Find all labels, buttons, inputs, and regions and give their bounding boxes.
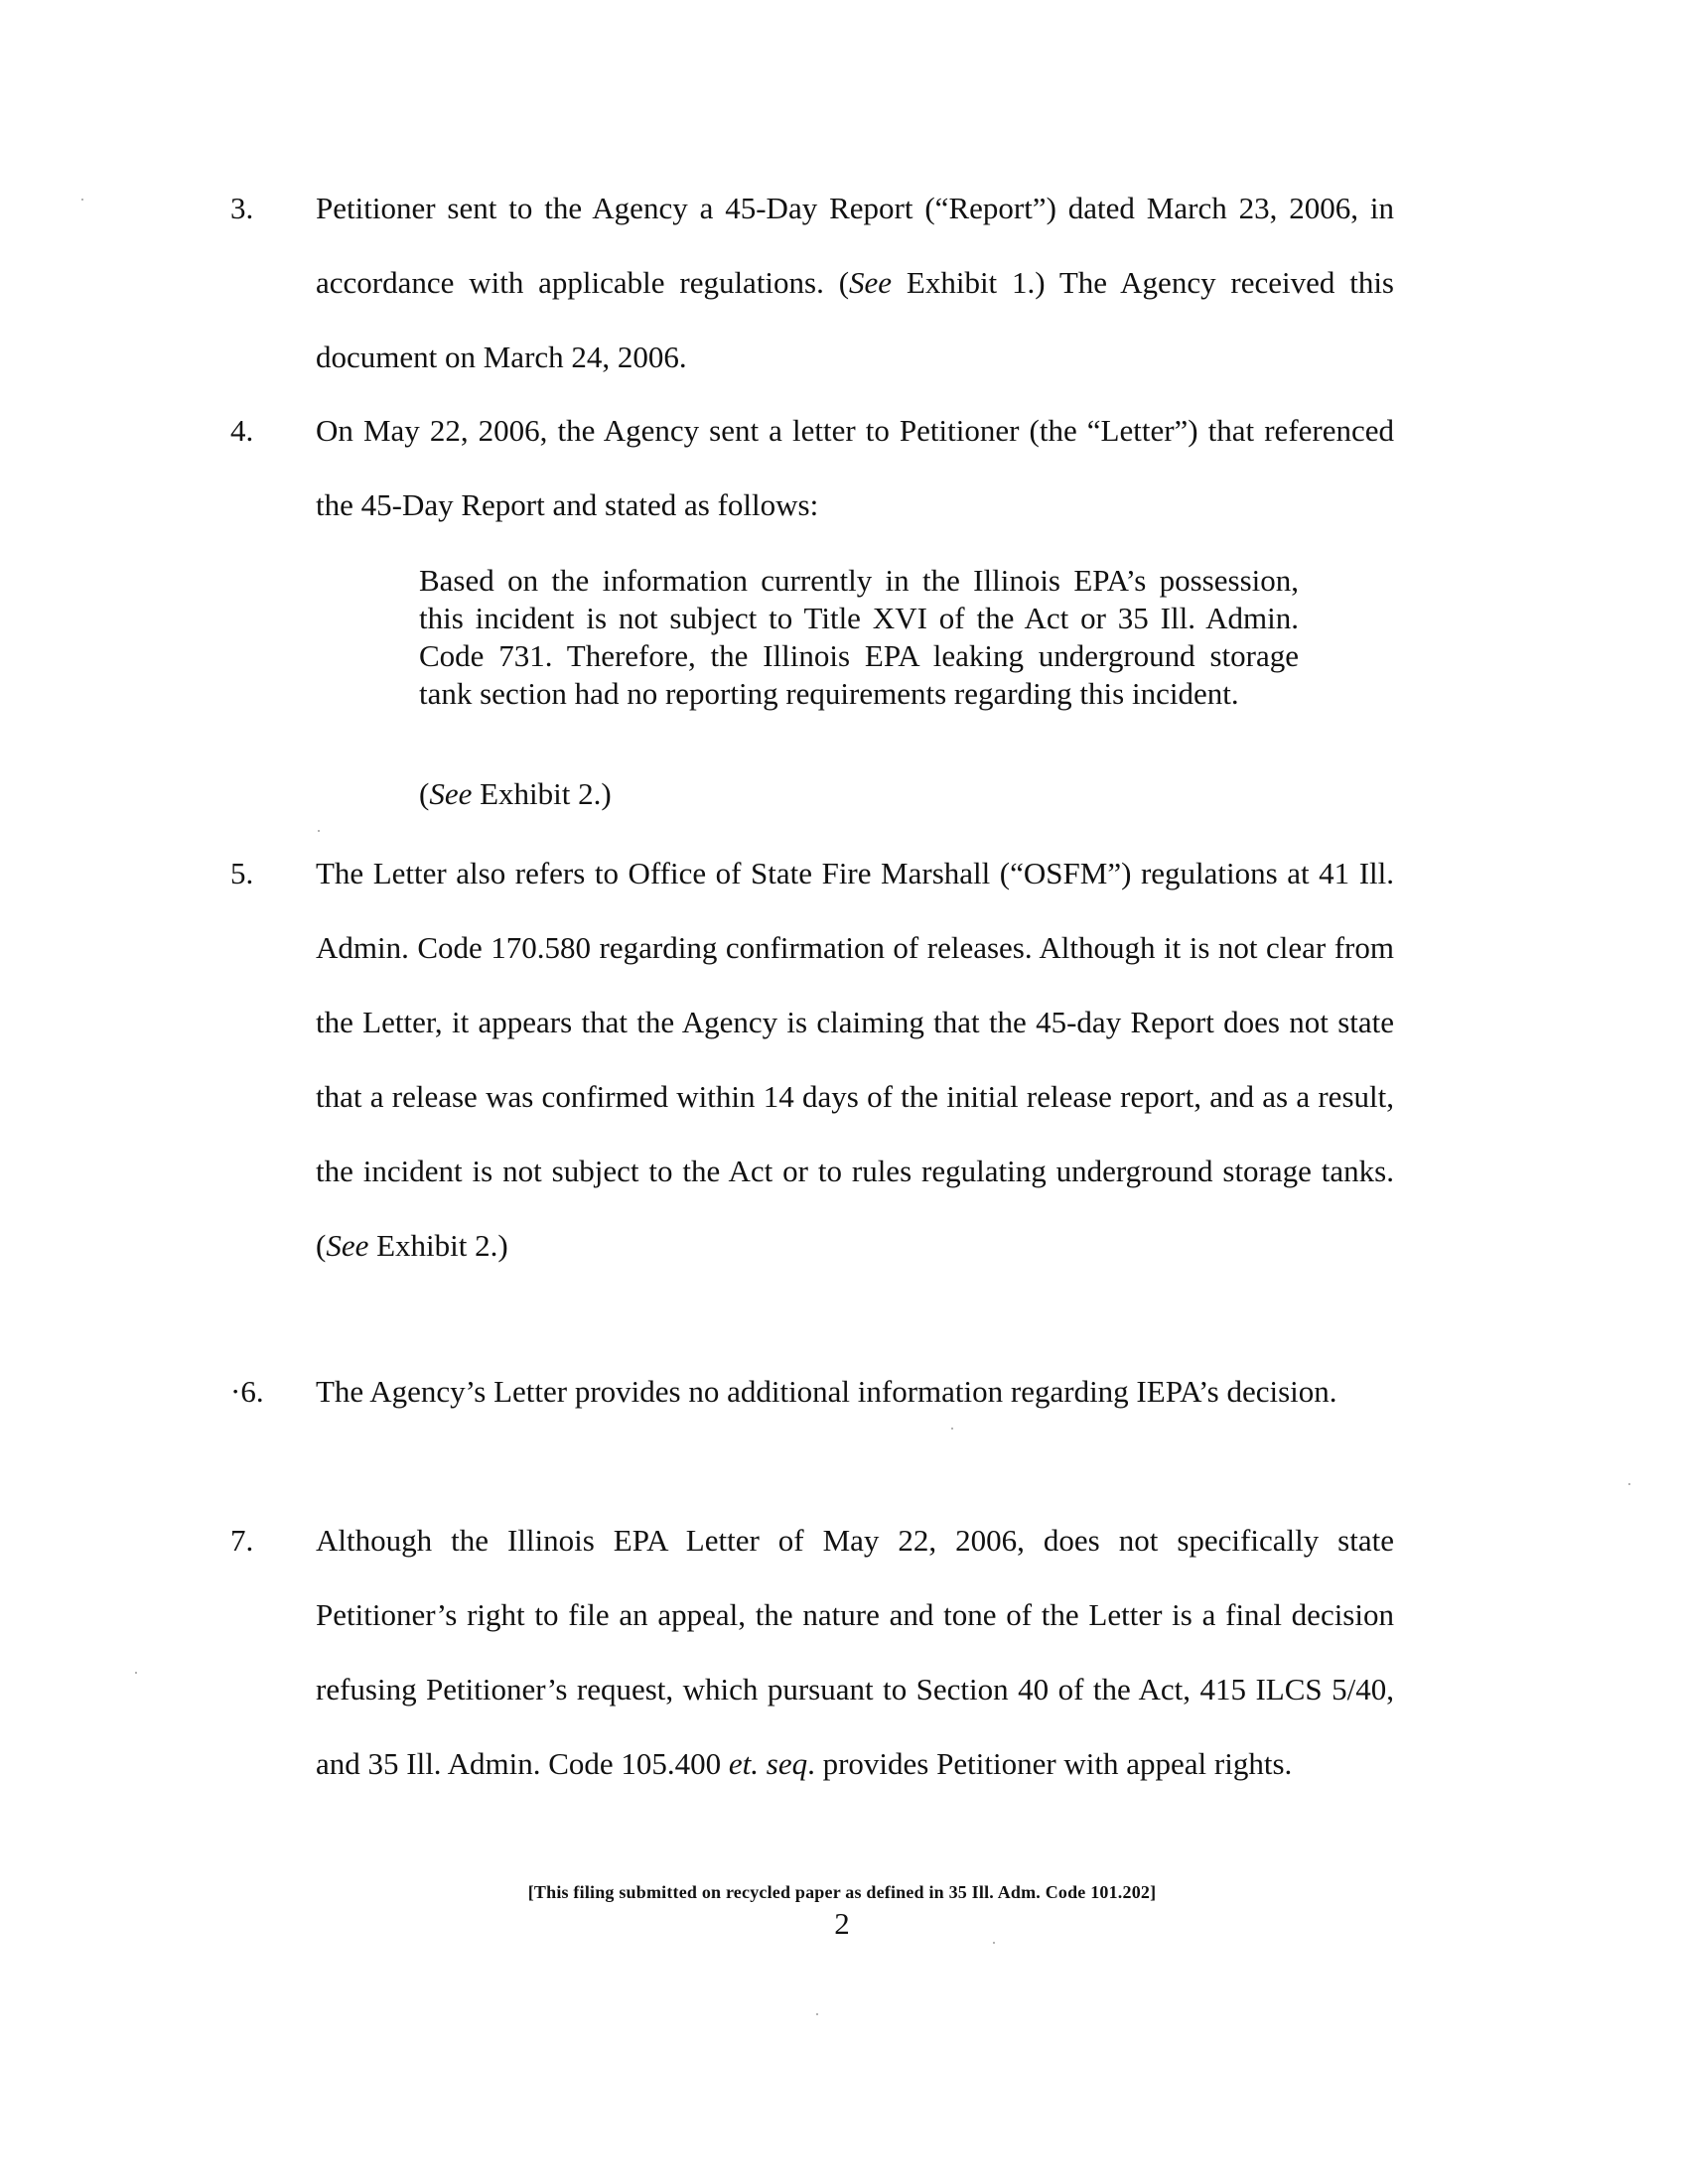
page-number: 2 (834, 1906, 850, 1941)
scan-speck (1628, 1483, 1630, 1485)
paragraph-number: 4. (230, 413, 254, 448)
recycled-paper-footer: [This filing submitted on recycled paper as defined in 35 Ill. Adm. Code 101.202] (527, 1882, 1157, 1902)
paragraph-number: ·6. (230, 1374, 264, 1409)
paragraph-text: Petitioner sent to the Agency a 45-Day Report (“Report”) dated March 23, 2006, in accordance with applicable regulations. (See Exhibit 1.) The Agency received this document on March 24, 2006. (316, 191, 1395, 374)
paragraph-text: On May 22, 2006, the Agency sent a letter to Petitioner (the “Letter”) that referenced the 45-Day Report and stated as follows: (316, 413, 1394, 522)
scan-speck (951, 1428, 953, 1430)
paragraph-number: 5. (230, 856, 254, 890)
scan-speck (81, 199, 83, 201)
paragraph-text: The Letter also refers to Office of State Fire Marshall (“OSFM”) regulations at 41 Ill. Admin. Code 170.580 regarding confirmation of releases. Although it is not clear from the Letter, it appears that the Agency is claiming that the 45-day Report does not state that a release was confirmed within 14 days of the initial release report, and as a result, the incident is not subject to the Act or to rules regulating underground storage tanks. (See Exhibit 2.) (316, 856, 1394, 1263)
paragraph-4 (230, 393, 1394, 542)
paragraph-5 (230, 836, 1394, 1283)
paragraph-7 (230, 1503, 1394, 1801)
paragraph-3 (230, 171, 1395, 394)
scan-speck (135, 1672, 137, 1674)
scan-speck (318, 830, 320, 832)
scan-speck (993, 1942, 995, 1944)
paragraph-text: The Agency’s Letter provides no additional information regarding IEPA’s decision. (316, 1374, 1337, 1409)
scan-speck (816, 2013, 818, 2015)
exhibit-reference: (See Exhibit 2.) (419, 776, 612, 811)
paragraph-6 (230, 1354, 1394, 1429)
paragraph-number: 7. (230, 1523, 254, 1558)
paragraph-text: Although the Illinois EPA Letter of May 22, 2006, does not specifically state Petitioner’s right to file an appeal, the nature and tone of the Letter is a final decision refusing Petitioner’s request, which pursuant to Section 40 of the Act, 415 ILCS 5/40, and 35 Ill. Admin. Code 105.400 et. seq. provides Petitioner with appeal rights. (316, 1523, 1394, 1781)
block-quote: Based on the information currently in the Illinois EPA’s possession, this incident is not subject to Title XVI of the Act or 35 Ill. Admin. Code 731. Therefore, the Illinois EPA leaking underground storage tank section had no reporting requirements regarding this incident. (419, 563, 1299, 711)
paragraph-number: 3. (230, 191, 254, 225)
